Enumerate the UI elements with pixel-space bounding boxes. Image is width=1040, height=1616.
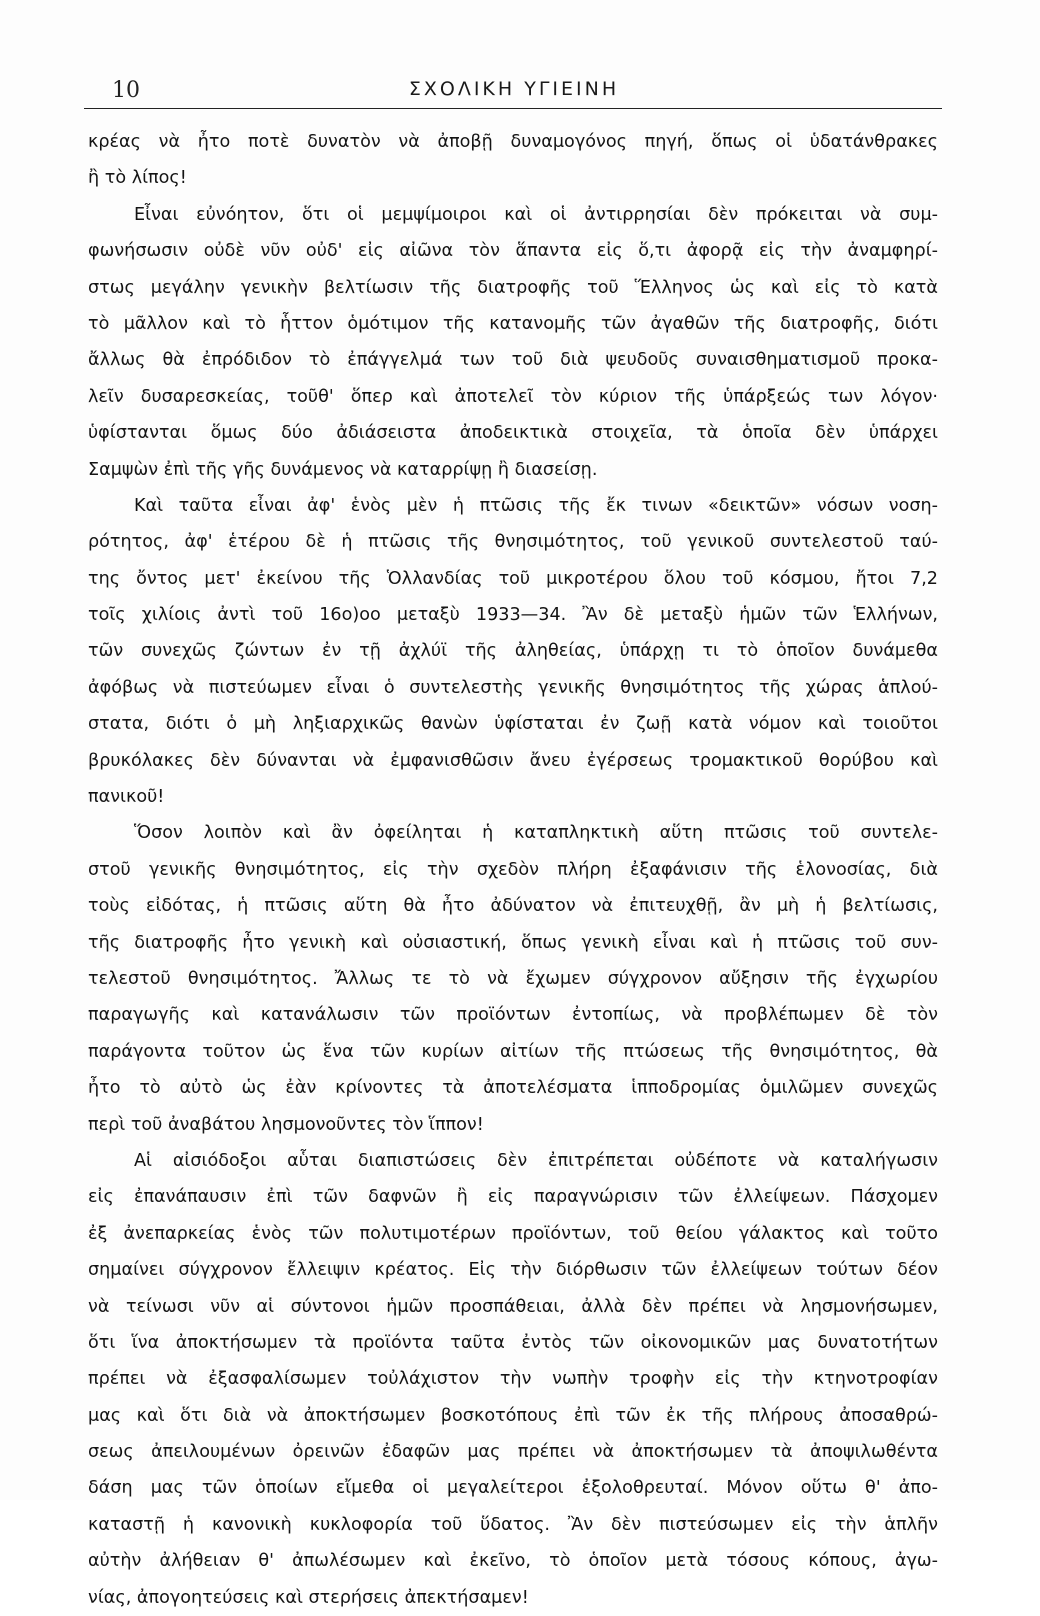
text-line: πανικοῦ! (88, 787, 165, 808)
text-line: τοῖς χιλίοις ἀντὶ τοῦ 16ο)οο μεταξὺ 1933—34. Ἂν δὲ μεταξὺ ἡμῶν τῶν Ἑλλήνων, (88, 605, 938, 626)
text-line: στως μεγάλην γενικὴν βελτίωσιν τῆς διατροφῆς τοῦ Ἕλληνος ὡς καὶ εἰς τὸ κατὰ (88, 277, 938, 298)
text-line: Καὶ ταῦτα εἶναι ἀφ' ἑνὸς μὲν ἡ πτῶσις τῆς ἔκ τινων «δεικτῶν» νόσων νοση- (134, 495, 938, 516)
text-line: κρέας νὰ ἦτο ποτὲ δυνατὸν νὰ ἀποβῇ δυναμογόνος πηγή, ὅπως οἱ ὑδατάνθρακες (88, 132, 938, 152)
text-line: ἦτο τὸ αὐτὸ ὡς ἐὰν κρίνοντες τὰ ἀποτελέσματα ἱπποδρομίας ὁμιλῶμεν συνεχῶς (88, 1078, 938, 1099)
text-line: ἢ τὸ λίπος! (88, 168, 187, 189)
text-line: δάση μας τῶν ὁποίων εἴμεθα οἱ μεγαλείτεροι ἐξολοθρευταί. Μόνον οὕτω θ' ἀπο- (88, 1478, 938, 1499)
text-line: πρέπει νὰ ἐξασφαλίσωμεν τοὐλάχιστον τὴν νωπὴν τροφὴν εἰς τὴν κτηνοτροφίαν (88, 1369, 938, 1390)
text-line: περὶ τοῦ ἀναβάτου λησμονοῦντες τὸν ἵππον! (88, 1114, 484, 1135)
body-text (88, 124, 938, 1616)
text-line: Αἱ αἰσιόδοξοι αὗται διαπιστώσεις δὲν ἐπιτρέπεται οὐδέποτε νὰ καταλήγωσιν (134, 1150, 938, 1171)
text-line: ρότητος, ἀφ' ἑτέρου δὲ ἡ πτῶσις τῆς θνησιμότητος, τοῦ γενικοῦ συντελεστοῦ ταύ- (88, 532, 938, 553)
text-line: παράγοντα τοῦτον ὡς ἕνα τῶν κυρίων αἰτίων τῆς πτώσεως τῆς θνησιμότητος, θὰ (88, 1041, 938, 1062)
text-line: νίας, ἀπογοητεύσεις καὶ στερήσεις ἀπεκτήσαμεν! (88, 1587, 529, 1608)
text-line: ὅτι ἵνα ἀποκτήσωμεν τὰ προϊόντα ταῦτα ἐντὸς τῶν οἰκονομικῶν μας δυνατοτήτων (88, 1332, 938, 1353)
text-line: Σαμψὼν ἐπὶ τῆς γῆς δυνάμενος νὰ καταρρίψῃ ἢ διασείσῃ. (88, 459, 598, 480)
text-line: παραγωγῆς καὶ κατανάλωσιν τῶν προϊόντων ἐντοπίως, νὰ προβλέπωμεν δὲ τὸν (88, 1005, 938, 1026)
text-line: τῶν συνεχῶς ζώντων ἐν τῇ ἀχλύϊ τῆς ἀληθείας, ὑπάρχῃ τι τὸ ὁποῖον δυνάμεθα (88, 641, 938, 662)
text-line: ὑφίστανται ὅμως δύο ἀδιάσειστα ἀποδεικτικὰ στοιχεῖα, τὰ ὁποῖα δὲν ὑπάρχει (88, 423, 938, 444)
page-header (88, 74, 940, 108)
text-line: νὰ τείνωσι νῦν αἱ σύντονοι ἡμῶν προσπάθειαι, ἀλλὰ δὲν πρέπει νὰ λησμονήσωμεν, (88, 1296, 938, 1317)
text-line: Εἶναι εὐνόητον, ὅτι οἱ μεμψίμοιροι καὶ οἱ ἀντιρρησίαι δὲν πρόκειται νὰ συμ- (134, 204, 938, 225)
text-line: σημαίνει σύγχρονον ἔλλειψιν κρέατος. Εἰς τὴν διόρθωσιν τῶν ἐλλείψεων τούτων δέον (88, 1260, 938, 1281)
text-line: ἀφόβως νὰ πιστεύωμεν εἶναι ὁ συντελεστὴς γενικῆς θνησιμότητος τῆς χώρας ἁπλού- (88, 677, 938, 698)
text-line: τελεστοῦ θνησιμότητος. Ἄλλως τε τὸ νὰ ἔχωμεν σύγχρονον αὔξησιν τῆς ἐγχωρίου (88, 968, 938, 989)
text-line: λεῖν δυσαρεσκείας, τοῦθ' ὅπερ καὶ ἀποτελεῖ τὸν κύριον τῆς ὑπάρξεώς των λόγον· (88, 386, 938, 407)
text-line: ἄλλως θὰ ἐπρόδιδον τὸ ἐπάγγελμά των τοῦ διὰ ψευδοῦς συναισθηματισμοῦ προκα- (88, 350, 938, 371)
text-line: σεως ἀπειλουμένων ὀρεινῶν ἐδαφῶν μας πρέπει νὰ ἀποκτήσωμεν τὰ ἀποψιλωθέντα (88, 1442, 938, 1463)
text-line: τῆς διατροφῆς ἦτο γενικὴ καὶ οὐσιαστική, ὅπως γενικὴ εἶναι καὶ ἡ πτῶσις τοῦ συν- (88, 932, 938, 953)
text-line: τοὺς εἰδότας, ἡ πτῶσις αὕτη θὰ ἦτο ἀδύνατον νὰ ἐπιτευχθῇ, ἂν μὴ ἡ βελτίωσις, (88, 896, 938, 917)
text-line: μας καὶ ὅτι διὰ νὰ ἀποκτήσωμεν βοσκοτόπους ἐπὶ τῶν ἐκ τῆς πλήρους ἀποσαθρώ- (88, 1405, 938, 1426)
text-line: βρυκόλακες δὲν δύνανται νὰ ἐμφανισθῶσιν ἄνευ ἐγέρσεως τρομακτικοῦ θορύβου καὶ (88, 750, 938, 771)
text-line: φωνήσωσιν οὐδὲ νῦν οὐδ' εἰς αἰῶνα τὸν ἅπαντα εἰς ὅ,τι ἀφορᾷ εἰς τὴν ἀναμφηρί- (88, 241, 938, 262)
header-divider (84, 108, 942, 109)
page-number: 10 (112, 78, 140, 103)
text-line: της ὄντος μετ' ἐκείνου τῆς Ὁλλανδίας τοῦ μικροτέρου ὅλου τοῦ κόσμου, ἤτοι 7,2 (88, 568, 938, 589)
text-line: εἰς ἐπανάπαυσιν ἐπὶ τῶν δαφνῶν ἢ εἰς παραγνώρισιν τῶν ἐλλείψεων. Πάσχομεν (88, 1187, 938, 1208)
text-line: στοῦ γενικῆς θνησιμότητος, εἰς τὴν σχεδὸν πλήρη ἐξαφάνισιν τῆς ἑλονοσίας, διὰ (88, 859, 938, 880)
text-line: στατα, διότι ὁ μὴ ληξιαρχικῶς θανὼν ὑφίσταται ἐν ζωῇ κατὰ νόμον καὶ τοιοῦτοι (88, 714, 938, 735)
running-title: ΣΧΟΛΙΚΗ ΥΓΙΕΙΝΗ (408, 78, 620, 100)
text-line: τὸ μᾶλλον καὶ τὸ ἧττον ὁμότιμον τῆς κατανομῆς τῶν ἀγαθῶν τῆς διατροφῆς, διότι (88, 313, 938, 334)
text-line: αὐτὴν ἀλήθειαν θ' ἀπωλέσωμεν καὶ ἐκεῖνο, τὸ ὁποῖον μετὰ τόσους κόπους, ἀγω- (88, 1551, 938, 1572)
text-line: ἐξ ἀνεπαρκείας ἑνὸς τῶν πολυτιμοτέρων προϊόντων, τοῦ θείου γάλακτος καὶ τοῦτο (88, 1223, 938, 1244)
text-line: καταστῇ ἡ κανονικὴ κυκλοφορία τοῦ ὕδατος. Ἂν δὲν πιστεύσωμεν εἰς τὴν ἁπλῆν (88, 1514, 938, 1535)
text-line: Ὅσον λοιπὸν καὶ ἂν ὀφείληται ἡ καταπληκτικὴ αὕτη πτῶσις τοῦ συντελε- (134, 823, 938, 844)
